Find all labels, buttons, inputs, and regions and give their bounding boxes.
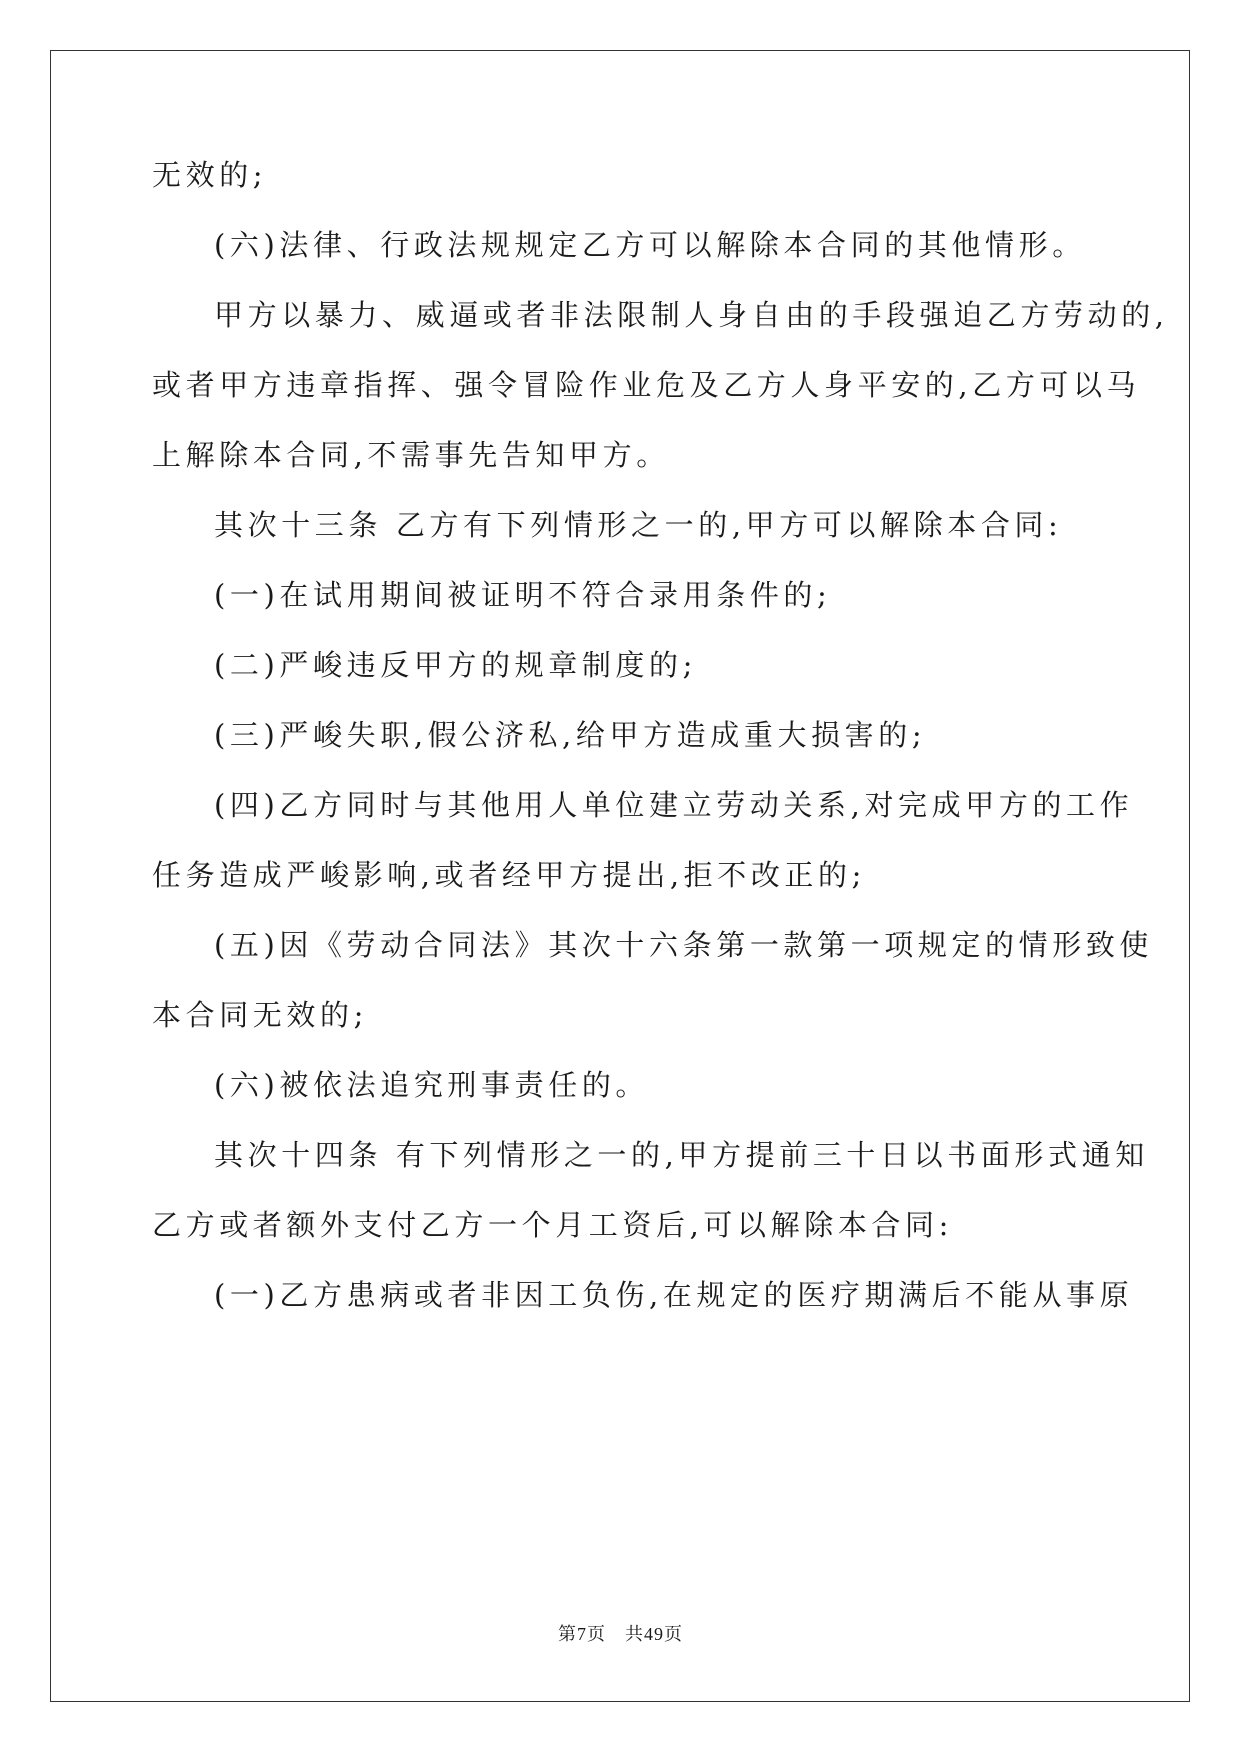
text-line: 本合同无效的; — [152, 998, 368, 1032]
page-number-footer: 第7页 共49页 — [558, 1624, 683, 1644]
text-line: (六)被依法追究刑事责任的。 — [214, 1068, 650, 1102]
text-line: 或者甲方违章指挥、强令冒险作业危及乙方人身平安的,乙方可以马 — [152, 368, 1141, 402]
text-line: 其次十三条 乙方有下列情形之一的,甲方可以解除本合同: — [214, 508, 1063, 542]
text-line: 甲方以暴力、威逼或者非法限制人身自由的手段强迫乙方劳动的, — [214, 298, 1169, 332]
text-line: (六)法律、行政法规规定乙方可以解除本合同的其他情形。 — [214, 228, 1086, 262]
text-line: (五)因《劳动合同法》其次十六条第一款第一项规定的情形致使 — [214, 928, 1154, 962]
text-line: (一)在试用期间被证明不符合录用条件的; — [214, 578, 832, 612]
text-line: 任务造成严峻影响,或者经甲方提出,拒不改正的; — [152, 858, 867, 892]
text-line: 无效的; — [152, 158, 268, 192]
text-line: (一)乙方患病或者非因工负伤,在规定的医疗期满后不能从事原 — [214, 1278, 1134, 1312]
text-line: 上解除本合同,不需事先告知甲方。 — [152, 438, 670, 472]
text-line: (二)严峻违反甲方的规章制度的; — [214, 648, 697, 682]
text-line: 乙方或者额外支付乙方一个月工资后,可以解除本合同: — [152, 1208, 953, 1242]
text-line: (三)严峻失职,假公济私,给甲方造成重大损害的; — [214, 718, 927, 752]
text-line: (四)乙方同时与其他用人单位建立劳动关系,对完成甲方的工作 — [214, 788, 1134, 822]
text-line: 其次十四条 有下列情形之一的,甲方提前三十日以书面形式通知 — [214, 1138, 1149, 1172]
